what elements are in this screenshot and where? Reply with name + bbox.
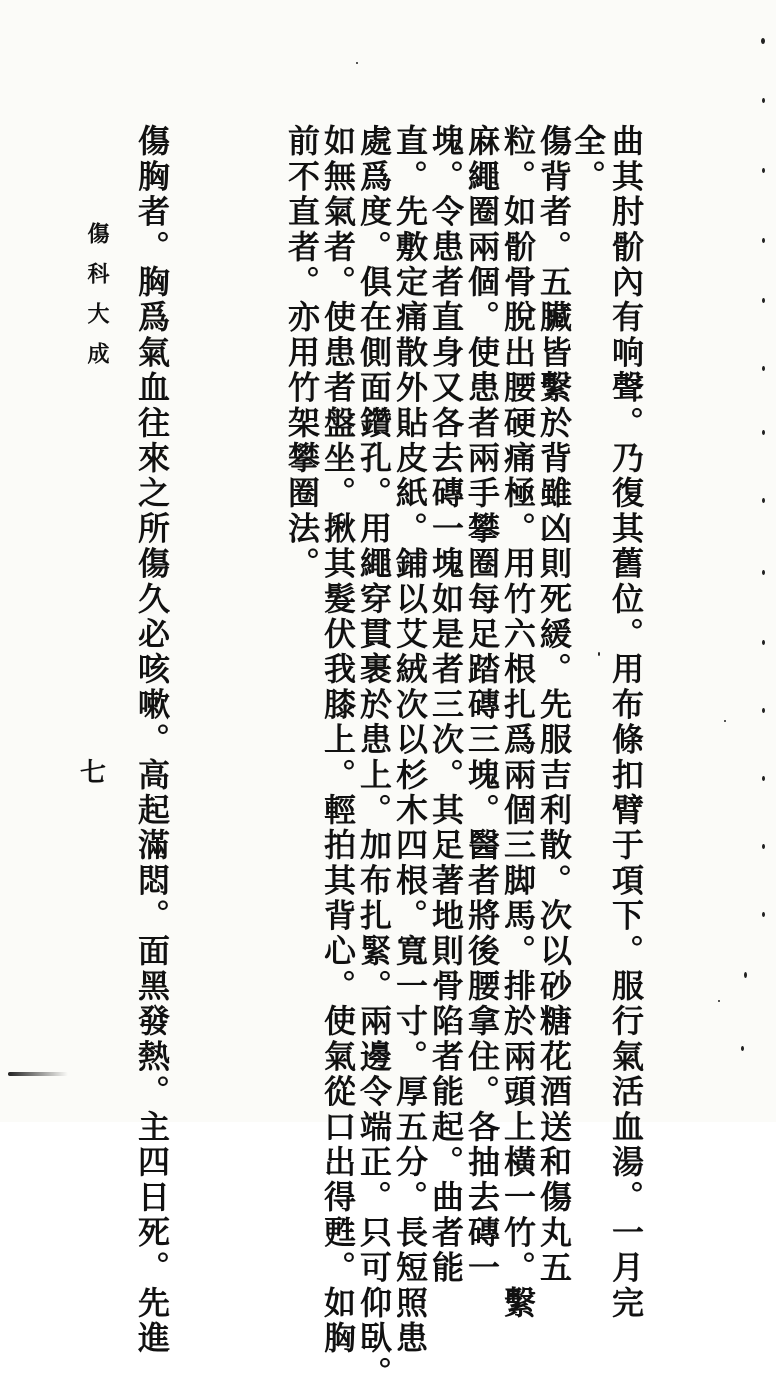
scan-speck [744,972,747,978]
text-column-3: 傷背者。五臟皆繫於背雖凶則死緩。先服吉利散。次以砂糖花酒送和傷丸五 [535,124,573,1286]
text-column-11: 傷胸者。胸爲氣血往來之所傷久必咳嗽。高起滿悶。面黑發熱。主四日死。先進 [133,124,171,1356]
text-column-7: 直。先敷定痛散外貼皮紙。鋪以艾絨次以杉木四根。寬一寸。厚五分。長短照患 [391,124,429,1356]
text-column-10: 前不直者。亦用竹架攀圈法。 [283,124,321,582]
scan-speck [762,912,765,917]
scan-speck [762,708,765,713]
text-column-9: 如無氣者。使患者盤坐。揪其髮伏我膝上。輕拍其背心。使氣從口出得甦。如胸 [319,124,357,1356]
scan-speck [762,570,765,575]
scan-speck [718,1000,720,1002]
scan-speck [761,38,765,44]
scan-speck [356,62,358,64]
scan-speck [762,366,765,371]
page-number: 七 [80,758,107,788]
text-column-6: 塊。令患者直身又各去磚一塊如是者三次。其足著地則骨陷者能起。曲者能 [427,124,465,1286]
scan-speck [762,776,765,781]
scan-speck [762,640,765,645]
text-column-1: 曲其肘骱內有响聲。乃復其舊位。用布條扣臂于項下。服行氣活血湯。一月完 [607,124,645,1321]
text-column-4: 粒。如骱骨脫出腰硬痛極。用竹六根扎爲兩個三脚馬。排於兩頭上橫一竹。繫 [499,124,537,1321]
scan-speck [762,298,765,303]
scan-speck [724,720,726,722]
text-column-2: 全。 [569,124,607,195]
scan-speck [762,844,765,849]
scan-speck [741,1046,744,1051]
text-column-8: 處爲度。俱在側面鑽孔。用繩穿貫裹於患上。加布扎緊。兩邊令端正。只可仰臥。 [355,124,393,1391]
running-head-title: 傷科大成 [84,222,110,382]
scan-speck [762,98,765,103]
scan-speck [762,168,765,173]
scan-speck [762,430,765,435]
text-column-5: 麻繩圈兩個。使患者兩手攀圈每足踏磚三塊。醫者將後腰拿住。各抽去磚一 [463,124,501,1286]
scan-edge-smudge [8,1072,68,1076]
scan-speck [762,238,765,243]
scan-speck [598,652,600,656]
scan-speck [762,498,765,503]
